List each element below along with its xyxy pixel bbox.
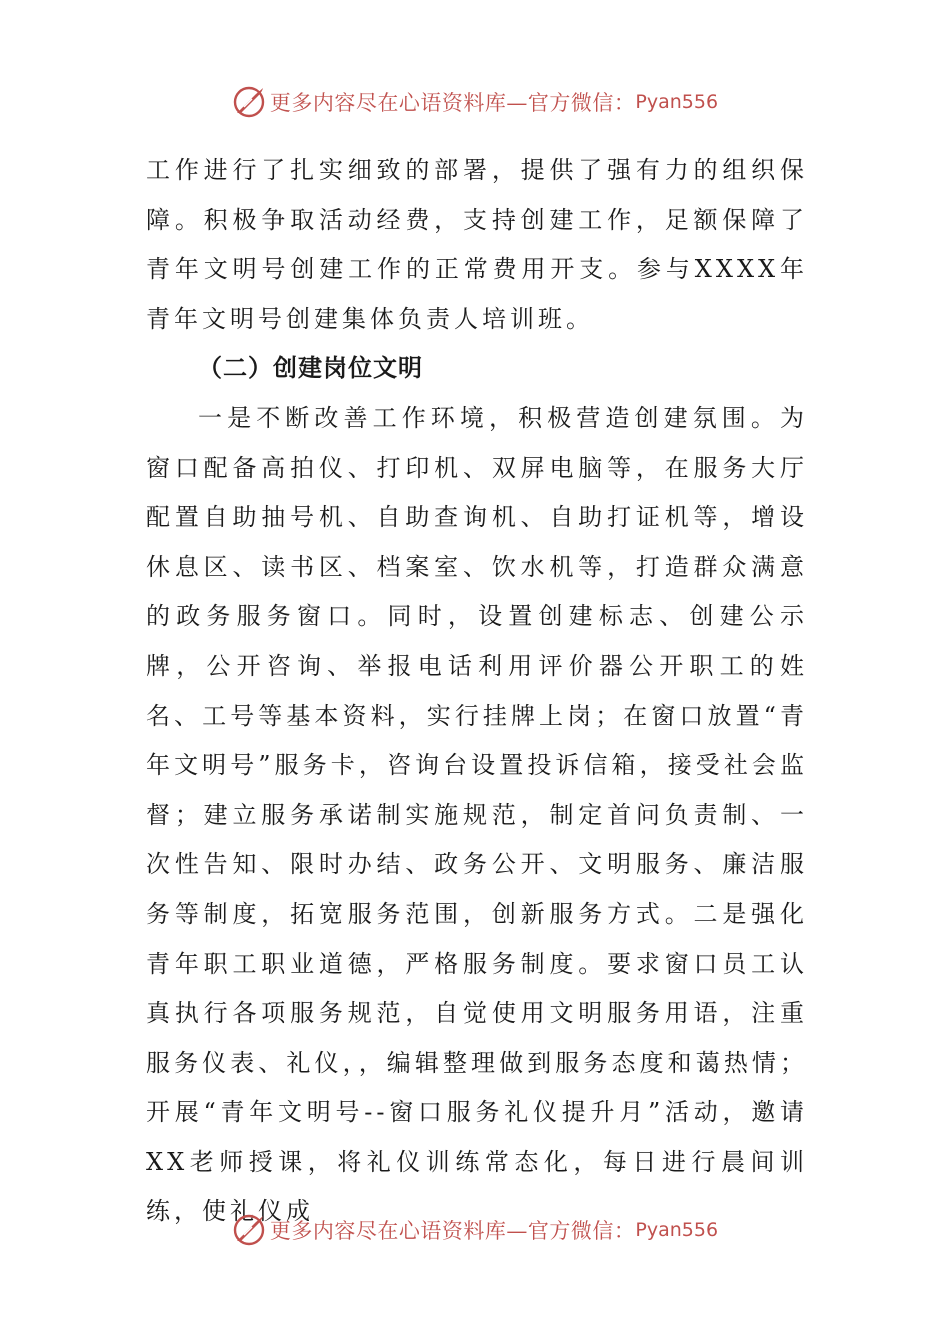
watermark-wechat-id: Pyan556 bbox=[635, 91, 719, 113]
paragraph-continued: 工作进行了扎实细致的部署，提供了强有力的组织保障。积极争取活动经费，支持创建工作，足额保障了青年文明号创建工作的正常费用开支。参与XXXX年青年文明号创建集体负责人培训班。 bbox=[146, 156, 808, 333]
section-heading: （二）创建岗位文明 bbox=[198, 354, 423, 383]
watermark-text: 更多内容尽在心语资料库—官方微信： bbox=[269, 91, 636, 115]
watermark-text: 更多内容尽在心语资料库—官方微信： bbox=[269, 1219, 636, 1243]
watermark-wechat-id: Pyan556 bbox=[635, 1219, 719, 1241]
paragraph-main: 一是不断改善工作环境，积极营造创建氛围。为窗口配备高拍仪、打印机、双屏电脑等，在服务大厅配置自助抽号机、自助查询机、自助打证机等，增设休息区、读书区、档案室、饮水机等，打造群众满意的政务服务窗口。同时，设置创建标志、创建公示牌，公开咨询、举报电话利用评价器公开职工的姓名、工号等基本资料，实行挂牌上岗；在窗口放置“青年文明号”服务卡，咨询台设置投诉信箱，接受社会监督；建立服务承诺制实施规范，制定首问负责制、一次性告知、限时办结、政务公开、文明服务、廉洁服务等制度，拓宽服务范围，创新服务方式。二是强化青年职工职业道德，严格服务制度。要求窗口员工认真执行各项服务规范，自觉使用文明服务用语，注重服务仪表、礼仪，，编辑整理做到服务态度和蔼热情；开展“青年文明号--窗口服务礼仪提升月”活动，邀请XX老师授课，将礼仪训练常态化，每日进行晨间训练，使礼仪成 bbox=[146, 403, 808, 1226]
quill-pen-logo-icon bbox=[232, 1213, 266, 1247]
header-watermark bbox=[0, 82, 950, 122]
quill-pen-logo-icon bbox=[232, 85, 266, 119]
document-body bbox=[146, 146, 808, 1237]
footer-watermark bbox=[0, 1210, 950, 1250]
